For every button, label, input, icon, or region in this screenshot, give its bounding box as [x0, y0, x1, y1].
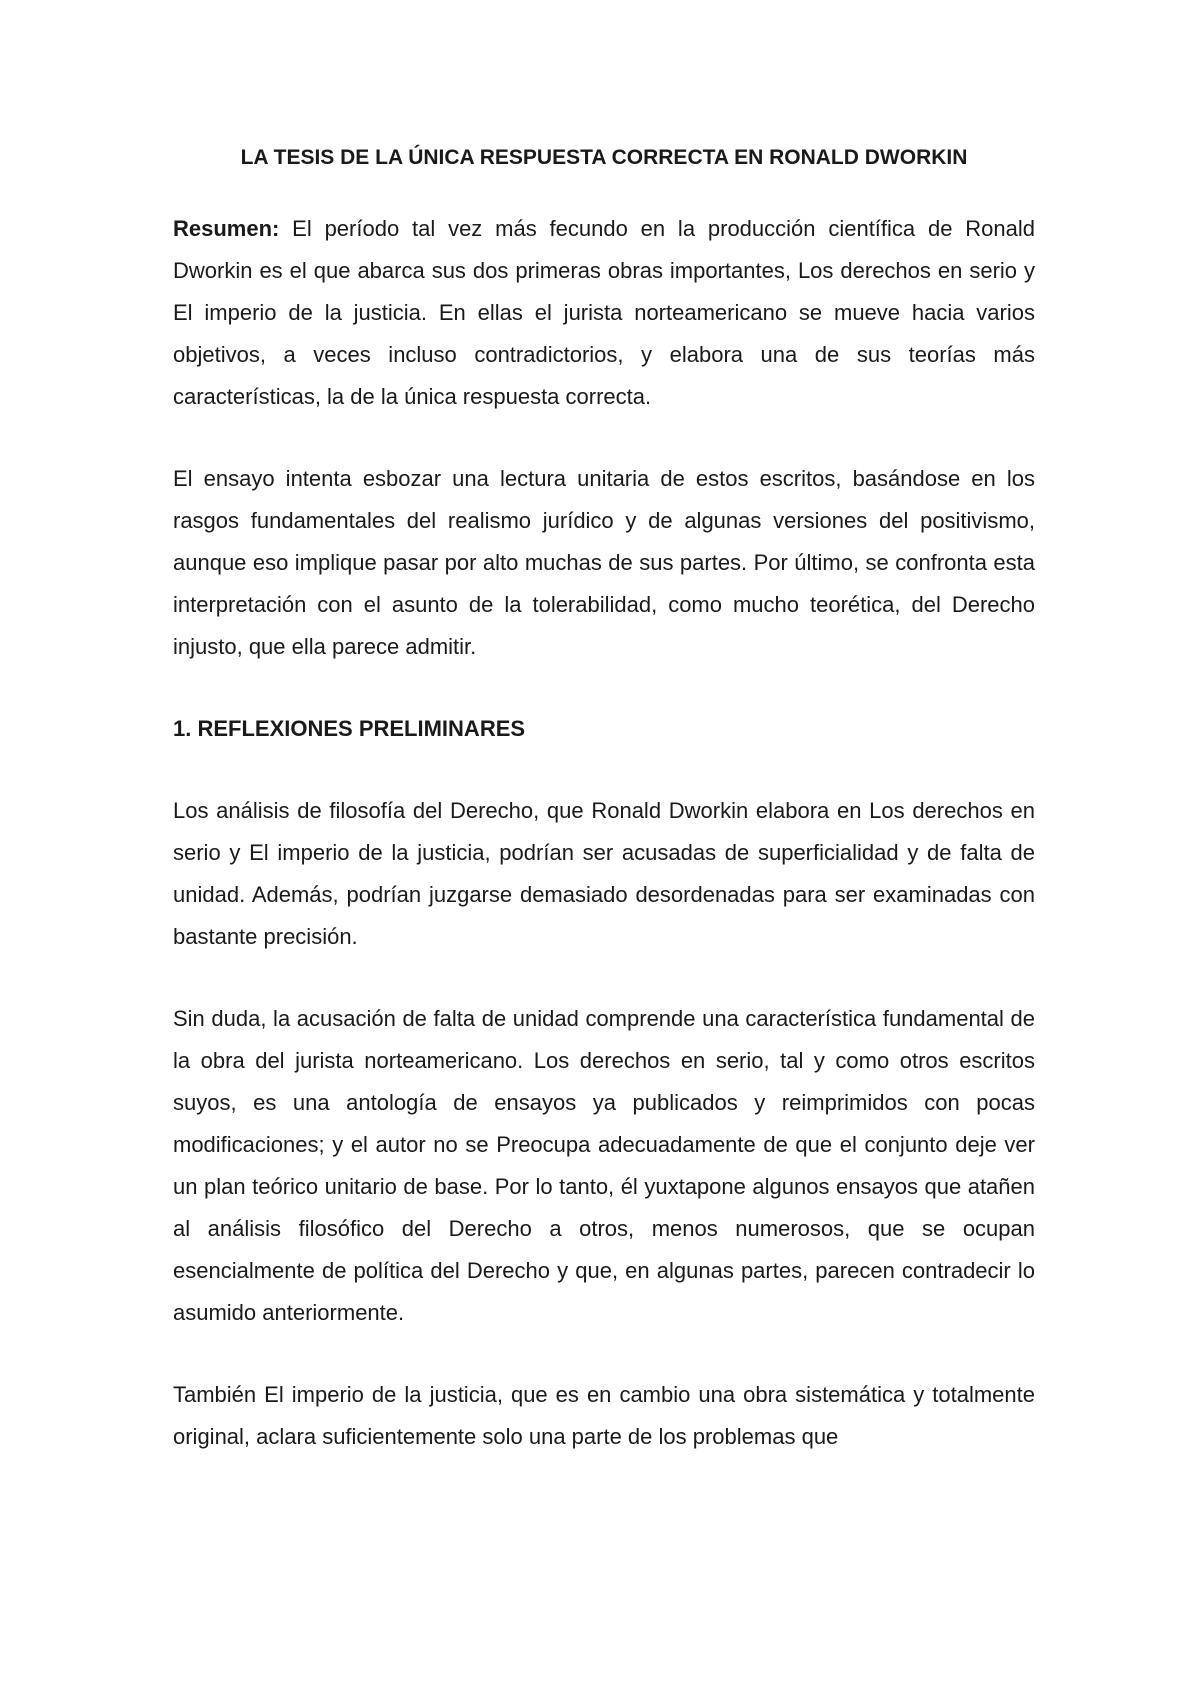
paragraph-3: Los análisis de filosofía del Derecho, que Ronald Dworkin elabora en Los derechos en serio y El imperio de la justicia, podrían ser acusadas de superficialidad y de falta de unidad. Además, podrían juzgarse demasiado desordenadas para ser examinadas con bastante precisión. [173, 798, 1035, 949]
paragraph-4: Sin duda, la acusación de falta de unidad comprende una característica fundamental de la obra del jurista norteamericano. Los derechos en serio, tal y como otros escritos suyos, es una antología de ensayos ya publicados y reimprimidos con pocas modificaciones; y el autor no se Preocupa adecuadamente de que el conjunto deje ver un plan teórico unitario de base. Por lo tanto, él yuxtapone algunos ensayos que atañen al análisis filosófico del Derecho a otros, menos numerosos, que se ocupan esencialmente de política del Derecho y que, en algunas partes, parecen contradecir lo asumido anteriormente. [173, 1006, 1035, 1325]
document-body [173, 140, 1035, 1458]
abstract-text: El período tal vez más fecundo en la producción científica de Ronald Dworkin es el que abarca sus dos primeras obras importantes, Los derechos en serio y El imperio de la justicia. En ellas el jurista norteamericano se mueve hacia varios objetivos, a veces incluso contradictorios, y elabora una de sus teorías más características, la de la única respuesta correcta. [173, 216, 1035, 409]
paragraph-2: El ensayo intenta esbozar una lectura unitaria de estos escritos, basándose en los rasgos fundamentales del realismo jurídico y de algunas versiones del positivismo, aunque eso implique pasar por alto muchas de sus partes. Por último, se confronta esta interpretación con el asunto de la tolerabilidad, como mucho teorética, del Derecho injusto, que ella parece admitir. [173, 466, 1035, 659]
document-title: LA TESIS DE LA ÚNICA RESPUESTA CORRECTA EN RONALD DWORKIN [240, 146, 968, 169]
section-heading: 1. REFLEXIONES PRELIMINARES [173, 716, 526, 741]
abstract-label: Resumen: [173, 216, 280, 241]
paragraph-5: También El imperio de la justicia, que es en cambio una obra sistemática y totalmente original, aclara suficientemente solo una parte de los problemas que [173, 1382, 1035, 1449]
abstract-paragraph [173, 208, 1035, 418]
